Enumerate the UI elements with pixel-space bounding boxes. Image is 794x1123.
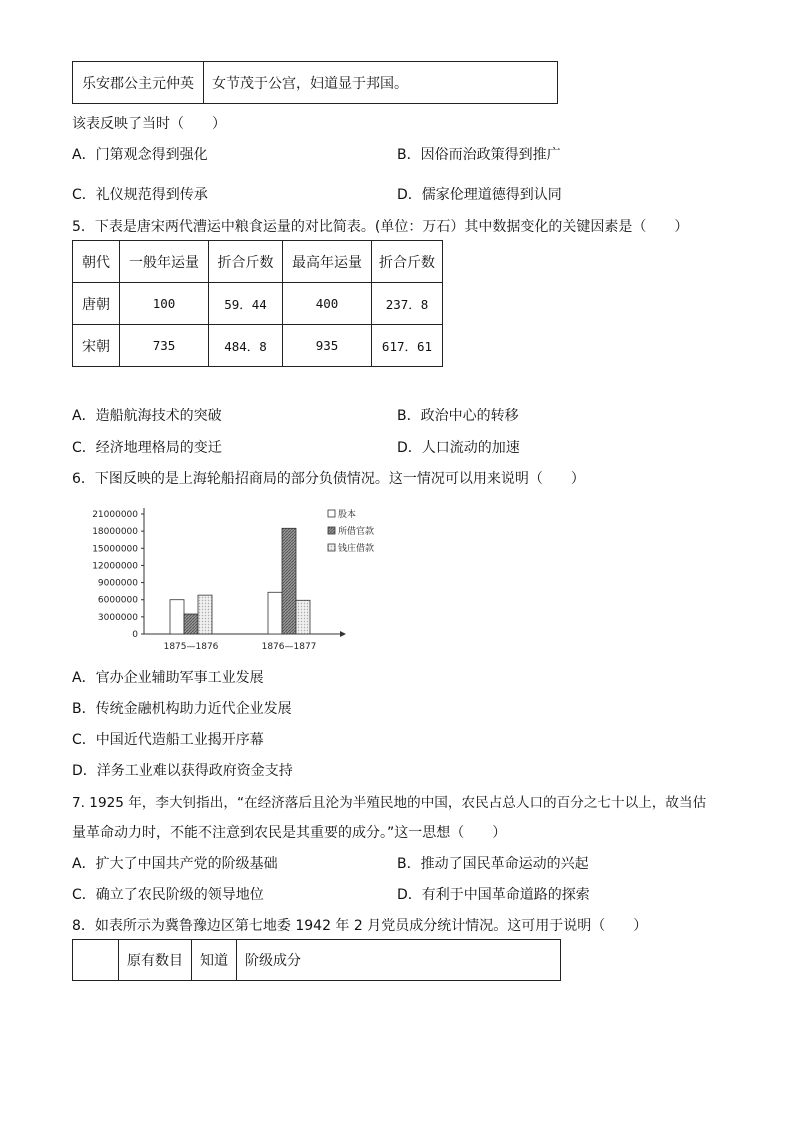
top-table <box>72 61 558 104</box>
debt-bar-chart <box>72 500 392 660</box>
legend-swatch <box>328 544 335 551</box>
legend-swatch <box>328 510 335 517</box>
q5-stem: 5．下表是唐宋两代漕运中粮食运量的对比简表。(单位：万石）其中数据变化的关键因素是（ ） <box>72 219 689 235</box>
q5-th-max: 最高年运量 <box>283 241 372 283</box>
y-tick-label: 3000000 <box>97 612 138 623</box>
q5-cell: 935 <box>283 325 372 367</box>
bar-股本 <box>268 592 282 634</box>
q6-stem: 6．下图反映的是上海轮船招商局的部分负债情况。这一情况可以用来说明（ ） <box>72 471 585 487</box>
chart-x-labels <box>164 642 317 652</box>
q5-th-jin1: 折合斤数 <box>209 241 283 283</box>
q8-th-class: 阶级成分 <box>237 940 561 981</box>
table-row <box>73 325 443 367</box>
table-row <box>73 283 443 325</box>
q5-cell: 237．8 <box>372 283 443 325</box>
bar-股本 <box>170 600 184 634</box>
bar-所借官款 <box>184 614 198 634</box>
q5-option-d[interactable]: D．人口流动的加速 <box>397 440 520 456</box>
q5-cell: 100 <box>120 283 209 325</box>
q4-option-d[interactable]: D．儒家伦理道德得到认同 <box>397 187 562 203</box>
legend-swatch <box>328 527 335 534</box>
chart-legend <box>328 508 374 554</box>
y-tick-label: 6000000 <box>97 595 138 606</box>
legend-label: 股本 <box>338 510 357 520</box>
bar-所借官款 <box>282 528 296 634</box>
legend-label: 所借官款 <box>338 527 375 537</box>
q5-cell: 59．44 <box>209 283 283 325</box>
x-tick-label: 1876—1877 <box>261 642 317 652</box>
q5-option-c[interactable]: C．经济地理格局的变迁 <box>72 440 222 456</box>
q7-option-b[interactable]: B．推动了国民革命运动的兴起 <box>397 856 589 872</box>
q7-option-c[interactable]: C．确立了农民阶级的领导地位 <box>72 887 264 903</box>
q7-option-a[interactable]: A．扩大了中国共产党的阶级基础 <box>72 856 278 872</box>
q5-cell: 617．61 <box>372 325 443 367</box>
q4-stem: 该表反映了当时（ ） <box>72 116 226 132</box>
q5-table <box>72 240 443 367</box>
q6-option-c[interactable]: C．中国近代造船工业揭开序幕 <box>72 732 264 748</box>
legend-label: 钱庄借款 <box>338 544 375 554</box>
y-tick-label: 18000000 <box>92 527 138 538</box>
q6-option-d[interactable]: D．洋务工业难以获得政府资金支持 <box>72 763 293 779</box>
q8-th-original: 原有数目 <box>119 940 192 981</box>
q5-cell: 宋朝 <box>73 325 120 367</box>
q4-option-c[interactable]: C．礼仪规范得到传承 <box>72 187 208 203</box>
top-table-cell-desc: 女节茂于公宫，妇道显于邦国。 <box>204 62 558 104</box>
q6-option-a[interactable]: A．官办企业辅助军事工业发展 <box>72 670 264 686</box>
q8-th-empty <box>73 940 119 981</box>
q7-stem-line1: 7. 1925 年，李大钊指出，“在经济落后且沦为半殖民地的中国，农民占总人口的百分之七十以上，故当估 <box>72 795 707 811</box>
q7-option-d[interactable]: D．有利于中国革命道路的探索 <box>397 887 590 903</box>
q4-option-a[interactable]: A．门第观念得到强化 <box>72 147 208 163</box>
y-tick-label: 21000000 <box>92 510 138 520</box>
x-axis-arrow <box>340 631 346 637</box>
q5-cell: 484．8 <box>209 325 283 367</box>
x-tick-label: 1875—1876 <box>163 642 219 652</box>
q8-stem: 8．如表所示为冀鲁豫边区第七地委 1942 年 2 月党员成分统计情况。这可用于说明（ ） <box>72 918 648 934</box>
q8-th-know: 知道 <box>192 940 237 981</box>
q5-option-b[interactable]: B．政治中心的转移 <box>397 408 519 424</box>
q5-cell: 400 <box>283 283 372 325</box>
y-tick-label: 0 <box>132 630 138 640</box>
top-table-cell-title: 乐安郡公主元仲英 <box>73 62 204 104</box>
q5-option-a[interactable]: A．造船航海技术的突破 <box>72 408 222 424</box>
q5-cell: 唐朝 <box>73 283 120 325</box>
chart-bars <box>170 528 310 634</box>
q5-th-normal: 一般年运量 <box>120 241 209 283</box>
y-tick-label: 12000000 <box>92 561 138 572</box>
q5-th-jin2: 折合斤数 <box>372 241 443 283</box>
bar-钱庄借款 <box>198 595 212 634</box>
q8-table <box>72 939 561 981</box>
q5-th-dynasty: 朝代 <box>73 241 120 283</box>
bar-钱庄借款 <box>296 600 310 634</box>
chart-y-ticks <box>92 510 144 640</box>
y-tick-label: 15000000 <box>92 544 138 555</box>
y-tick-label: 9000000 <box>97 578 138 589</box>
q4-option-b[interactable]: B．因俗而治政策得到推广 <box>397 147 561 163</box>
q6-option-b[interactable]: B．传统金融机构助力近代企业发展 <box>72 701 292 717</box>
q5-cell: 735 <box>120 325 209 367</box>
q7-stem-line2: 量革命动力时，不能不注意到农民是其重要的成分。”这一思想（ ） <box>72 825 507 841</box>
